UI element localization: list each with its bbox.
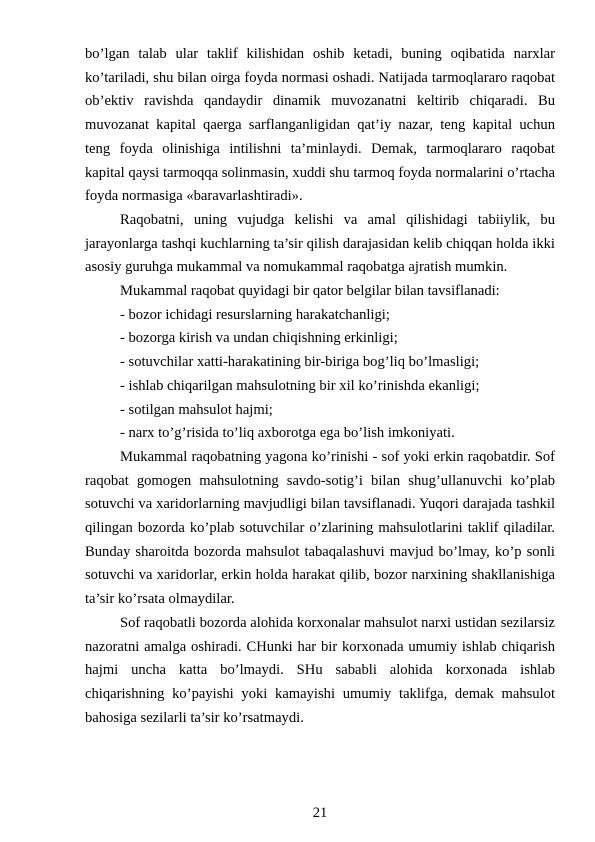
list-item: - bozor ichidagi resurslarning harakatchanligi; xyxy=(120,306,390,323)
list-item: - sotilgan mahsulot hajmi; xyxy=(120,401,273,418)
list-item: - narx to’g’risida to’liq axborotga ega bo’lish imkoniyati. xyxy=(120,425,455,442)
page-body xyxy=(85,43,555,730)
page-number: 21 xyxy=(312,805,328,821)
paragraph-firm-control: Sof raqobatli bozorda alohida korxonalar mahsulot narxi ustidan sezilarsiz nazoratni amalga oshiradi. CHunki har bir korxonada umumiy ishlab chiqarish hajmi uncha katta bo’lmaydi. SHu sababli alohida korxonada ishlab chiqarishning ko’payishi yoki kamayishi umumiy taklifga, demak mahsulot bahosiga sezilarli ta’sir ko’rsatmaydi. xyxy=(85,614,555,726)
list-item: - sotuvchilar xatti-harakatining bir-biriga bog’liq bo’lmasligi; xyxy=(120,354,480,371)
list-item: - bozorga kirish va undan chiqishning erkinligi; xyxy=(120,330,398,347)
paragraph-continuation: bo’lgan talab ular taklif kilishidan oshib ketadi, buning oqibatida narxlar ko’tariladi, shu bilan oirga foyda normasi oshadi. Natijada tarmoqlararo raqobat ob’ektiv ravishda qandaydir dinamik muvozanatni keltirib chiqaradi. Bu muvozanat kapital qaerga sarflanganligidan qat’iy nazar, teng kapital uchun teng foyda olinishiga intilishni ta’minlaydi. Demak, tarmoqlararo raqobat kapital qaysi tarmoqqa solinmasin, xuddi shu tarmoq foyda normalarini o’rtacha foyda normasiga «baravarlashtiradi». xyxy=(85,46,555,205)
features-list xyxy=(85,304,555,446)
paragraph-pure-competition: Mukammal raqobatning yagona ko’rinishi - sof yoki erkin raqobatdir. Sof raqobat gomogen mahsulotning savdo-sotig’i bilan shug’ullanuvchi ko’plab sotuvchi va xaridorlarning mavjudligi bilan tavsiflanadi. Yuqori darajada tashkil qilingan bozorda ko’plab sotuvchilar o’zlarining mahsulotlarini taklif qiladilar. Bunday sharoitda bozorda mahsulot tabaqalashuvi mavjud bo’lmay, ko’p sonli sotuvchi va xaridorlar, erkin holda harakat qilib, bozor narxining shakllanishiga ta’sir ko’rsata olmaydilar. xyxy=(85,448,555,608)
paragraph-competition-types: Raqobatni, uning vujudga kelishi va amal qilishidagi tabiiylik, bu jarayonlarga tashqi kuchlarning ta’sir qilish darajasidan kelib chiqqan holda ikki asosiy guruhga mukammal va nomukammal raqobatga ajratish mumkin. xyxy=(85,211,555,276)
list-item: - ishlab chiqarilgan mahsulotning bir xil ko’rinishda ekanligi; xyxy=(120,377,480,394)
paragraph-perfect-competition-intro: Mukammal raqobat quyidagi bir qator belgilar bilan tavsiflanadi: xyxy=(120,283,500,300)
